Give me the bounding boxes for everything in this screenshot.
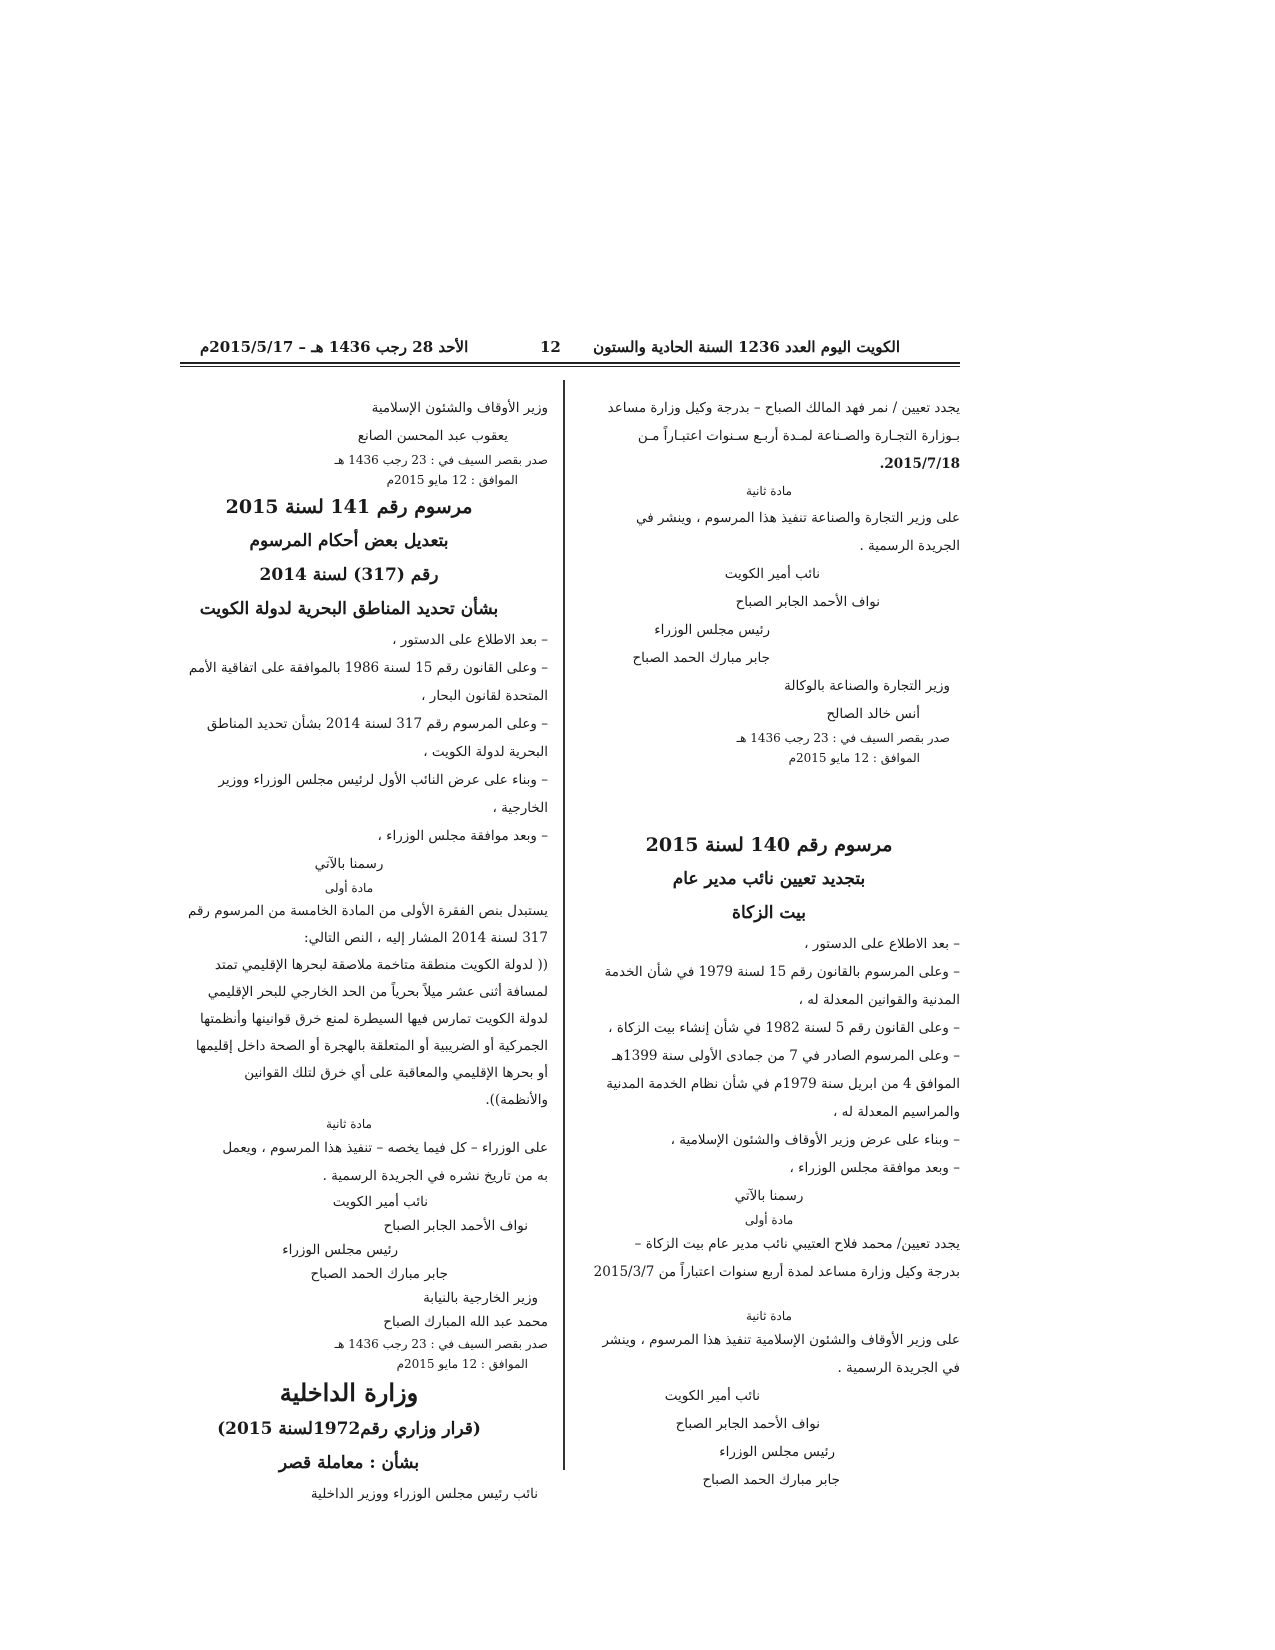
decree-141-subtitle: بشأن تحديد المناطق البحرية لدولة الكويت xyxy=(199,599,499,619)
article-title: مادة ثانية xyxy=(326,1117,372,1131)
signature-line: محمد عبد الله المبارك الصباح xyxy=(383,1314,548,1330)
issued-date: صدر بقصر السيف في : 23 رجب 1436 هـ xyxy=(334,1337,548,1351)
text-line: الجريدة الرسمية . xyxy=(859,538,960,554)
text-line: بـوزارة التجـارة والصـناعة لمـدة أربـع سـنوات اعتبـاراً مـن xyxy=(637,428,960,444)
decree-141-subtitle: رقم (317) لسنة 2014 xyxy=(259,565,439,585)
text-line: – بعد الاطلاع على الدستور ، xyxy=(392,632,548,648)
signature-line: وزير التجارة والصناعة بالوكالة xyxy=(784,678,950,694)
decree-141-article1 xyxy=(150,898,548,1114)
text-line: لدولة الكويت تمارس فيها السيطرة لمنع خرق قوانينها وأنظمتها xyxy=(199,1011,548,1027)
text-line: على وزير التجارة والصناعة تنفيذ هذا المرسوم ، وينشر في xyxy=(635,510,960,526)
header-rule-top xyxy=(180,362,960,364)
text-line: 2015/7/18. xyxy=(879,456,960,472)
corresponding-date: الموافق : 12 مايو 2015م xyxy=(386,473,518,487)
text-line: به من تاريخ نشره في الجريدة الرسمية . xyxy=(322,1168,548,1184)
article-title: مادة أولى xyxy=(324,881,374,895)
issued-date: صدر بقصر السيف في : 23 رجب 1436 هـ xyxy=(736,731,950,745)
decree-140-subtitle: بيت الزكاة xyxy=(732,903,806,923)
column-divider xyxy=(563,380,565,1470)
text-line: – وبناء على عرض وزير الأوقاف والشئون الإسلامية ، xyxy=(670,1132,960,1148)
signature-line: جابر مبارك الحمد الصباح xyxy=(310,1266,448,1282)
signature-line: نواف الأحمد الجابر الصباح xyxy=(675,1416,820,1432)
resolution-subject: بشأن : معاملة قصر xyxy=(278,1453,420,1473)
text-line: – وعلى القانون رقم 5 لسنة 1982 في شأن إنشاء بيت الزكاة ، xyxy=(608,1020,960,1036)
issued-date: صدر بقصر السيف في : 23 رجب 1436 هـ xyxy=(334,453,548,467)
article-title: مادة أولى xyxy=(744,1213,794,1227)
text-line: – وعلى المرسوم الصادر في 7 من جمادى الأولى سنة 1399هـ xyxy=(612,1048,960,1064)
header-left: الأحد 28 رجب 1436 هـ – 2015/5/17م xyxy=(200,338,469,356)
signature-line: وزير الخارجية بالنيابة xyxy=(423,1290,538,1306)
text-line: – وعلى القانون رقم 15 لسنة 1986 بالموافقة على اتفاقية الأمم xyxy=(188,660,548,676)
signature-line: رئيس مجلس الوزراء xyxy=(719,1444,835,1460)
text-line: يجدد تعيين / نمر فهد المالك الصباح – بدرجة وكيل وزارة مساعد xyxy=(607,400,960,416)
signature-line: رئيس مجلس الوزراء xyxy=(654,622,770,638)
decree-141-title: مرسوم رقم 141 لسنة 2015 xyxy=(225,496,473,518)
text-line: – وعلى المرسوم بالقانون رقم 15 لسنة 1979 في شأن الخدمة xyxy=(604,964,960,980)
text-line: – وبناء على عرض النائب الأول لرئيس مجلس الوزراء ووزير xyxy=(218,772,548,788)
signature-line: أنس خالد الصالح xyxy=(826,706,920,722)
decree-140-preamble xyxy=(578,930,960,1182)
text-line: – وبعد موافقة مجلس الوزراء ، xyxy=(789,1160,960,1176)
signature-line: جابر مبارك الحمد الصباح xyxy=(702,1472,840,1488)
text-line: والمراسيم المعدلة له ، xyxy=(833,1104,960,1120)
article-title: مادة ثانية xyxy=(746,1309,792,1323)
corresponding-date: الموافق : 12 مايو 2015م xyxy=(788,751,920,765)
text-line: على الوزراء – كل فيما يخصه – تنفيذ هذا المرسوم ، ويعمل xyxy=(222,1140,548,1156)
resolution-number: (قرار وزاري رقم1972لسنة 2015) xyxy=(217,1419,481,1439)
text-line: – وبعد موافقة مجلس الوزراء ، xyxy=(377,828,548,844)
decree-141-preamble xyxy=(150,626,548,850)
signature-line: نائب أمير الكويت xyxy=(332,1194,428,1210)
text-line: والأنظمة)). xyxy=(485,1092,548,1108)
page-number: 12 xyxy=(540,338,561,356)
text-line: في الجريدة الرسمية . xyxy=(837,1360,960,1376)
signature-line: نائب أمير الكويت xyxy=(724,566,820,582)
text-line: بدرجة وكيل وزارة مساعد لمدة أربع سنوات اعتباراً من 2015/3/7 xyxy=(593,1264,960,1280)
signature-line: نواف الأحمد الجابر الصباح xyxy=(383,1218,528,1234)
text-line: يستبدل بنص الفقرة الأولى من المادة الخامسة من المرسوم رقم xyxy=(187,903,548,919)
signature-line: جابر مبارك الحمد الصباح xyxy=(632,650,770,666)
text-line: يجدد تعيين/ محمد فلاح العتيبي نائب مدير عام بيت الزكاة – xyxy=(634,1236,960,1252)
signature-line: رئيس مجلس الوزراء xyxy=(282,1242,398,1258)
signature-line: نائب أمير الكويت xyxy=(664,1388,760,1404)
header-rule-bottom xyxy=(180,366,960,367)
decree-140-subtitle: بتجديد تعيين نائب مدير عام xyxy=(672,869,866,889)
decree-140-title: مرسوم رقم 140 لسنة 2015 xyxy=(645,834,893,856)
signature-line: وزير الأوقاف والشئون الإسلامية xyxy=(371,400,548,416)
signature-line: يعقوب عبد المحسن الصانع xyxy=(357,428,508,444)
text-line: البحرية لدولة الكويت ، xyxy=(423,744,548,760)
text-line: على وزير الأوقاف والشئون الإسلامية تنفيذ هذا المرسوم ، وينشر xyxy=(602,1332,960,1348)
right-intro xyxy=(578,394,960,478)
text-line: أو بحرها الإقليمي والمعاقبة على أي خرق لتلك القوانين xyxy=(244,1065,548,1081)
decreed-heading: رسمنا بالآتي xyxy=(734,1188,804,1204)
text-line: (( لدولة الكويت منطقة متاخمة ملاصقة لبحرها الإقليمي تمتد xyxy=(214,957,548,973)
text-line: لمسافة أثنى عشر ميلاً بحرياً من الحد الخارجي للبحر الإقليمي xyxy=(207,984,548,1000)
resolution-signatory: نائب رئيس مجلس الوزراء ووزير الداخلية xyxy=(310,1486,538,1502)
text-line: – بعد الاطلاع على الدستور ، xyxy=(804,936,960,952)
text-line: 317 لسنة 2014 المشار إليه ، النص التالي: xyxy=(304,930,548,946)
text-line: الخارجية ، xyxy=(492,800,548,816)
text-line: المدنية والقوانين المعدلة له ، xyxy=(798,992,960,1008)
left-column xyxy=(150,394,548,1508)
signature-line: نواف الأحمد الجابر الصباح xyxy=(735,594,880,610)
decree-141-subtitle: بتعديل بعض أحكام المرسوم xyxy=(249,531,449,551)
text-line: المتحدة لقانون البحار ، xyxy=(421,688,548,704)
article-title: مادة ثانية xyxy=(746,484,792,498)
text-line: – وعلى المرسوم رقم 317 لسنة 2014 بشأن تحديد المناطق xyxy=(206,716,548,732)
right-column xyxy=(578,394,960,1494)
ministry-heading: وزارة الداخلية xyxy=(279,1378,419,1407)
corresponding-date: الموافق : 12 مايو 2015م xyxy=(396,1357,528,1371)
text-line: الموافق 4 من ابريل سنة 1979م في شأن نظام الخدمة المدنية xyxy=(606,1076,960,1092)
text-line: الجمركية أو الضريبية أو المتعلقة بالهجرة أو الصحة داخل إقليمها xyxy=(195,1038,548,1054)
decreed-heading: رسمنا بالآتي xyxy=(314,856,384,872)
header-right: الكويت اليوم العدد 1236 السنة الحادية والستون xyxy=(593,338,900,356)
